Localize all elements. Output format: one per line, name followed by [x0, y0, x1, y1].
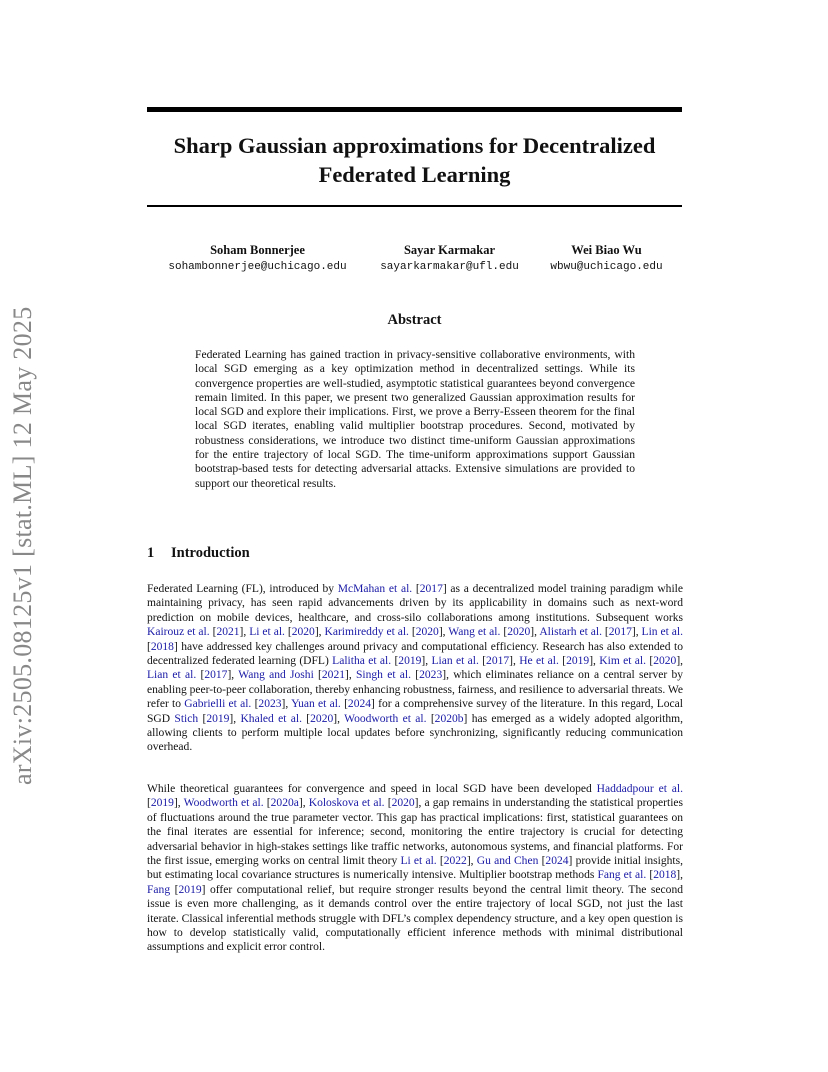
paragraph-text: ],	[676, 869, 684, 882]
paragraph-text: [	[340, 698, 348, 711]
section-title: Introduction	[171, 545, 250, 561]
author-block	[372, 242, 527, 276]
paragraph-text: [	[408, 626, 416, 639]
paragraph-text: ],	[530, 626, 540, 639]
citation-link[interactable]: Stich	[174, 712, 199, 725]
citation-link[interactable]: 2020	[415, 626, 439, 639]
citation-link[interactable]: 2018	[150, 640, 174, 653]
citation-link[interactable]: Wang and Joshi	[238, 669, 314, 682]
title-top-rule	[147, 107, 682, 112]
paragraph-text: ],	[298, 797, 309, 810]
citation-link[interactable]: 2017	[608, 626, 632, 639]
citation-link[interactable]: 2017	[486, 655, 510, 668]
paragraph-text: ],	[438, 626, 449, 639]
title-bottom-rule	[147, 205, 682, 207]
arxiv-identifier-sidebar: arXiv:2505.08125v1 [stat.ML] 12 May 2025	[8, 306, 37, 785]
citation-link[interactable]: Gu and Chen	[476, 855, 539, 868]
citation-link[interactable]: Li et al.	[249, 626, 285, 639]
paragraph-text: [	[646, 655, 654, 668]
paragraph-text: [	[302, 712, 311, 725]
citation-link[interactable]: 2020	[507, 626, 531, 639]
paragraph-text: ] offer computational relief, but require stronger results beyond the central limit theory. The second issue is even more challenging, as it demands control over the entire trajectory of local SGD, not just the last iterate. Classical inferential methods struggle with DFL’s complex dependency structure, and a key open question is how to develop statistically valid, computationally efficient inference methods with minimal distributional assumptions and explicit error control.	[147, 883, 683, 954]
paragraph-text: [	[170, 883, 179, 896]
citation-link[interactable]: 2017	[419, 583, 443, 595]
citation-link[interactable]: Fang	[147, 883, 171, 896]
citation-link[interactable]: 2019	[150, 797, 174, 810]
paragraph-text: ] has emerged as a widely adopted algorithm, allowing clients to perform multiple local updates before synchronizing, significantly reducing communication overhead.	[147, 712, 684, 754]
section-heading	[147, 545, 250, 562]
citation-link[interactable]: Koloskova et al.	[308, 797, 385, 810]
abstract-heading: Abstract	[387, 312, 442, 328]
paragraph-text: [	[411, 669, 420, 682]
citation-link[interactable]: Singh et al.	[356, 669, 412, 682]
citation-link[interactable]: 2019	[178, 883, 202, 896]
paragraph-text: [	[558, 655, 567, 668]
paragraph-text: ], which eliminates reliance on a central server by enabling peer-to-peer collaboration, thereby enhancing robustness, fairness, and resilience to adversarial threats. We refer to	[147, 669, 684, 711]
citation-link[interactable]: 2024	[347, 698, 372, 711]
paragraph-text: ] have addressed key challenges around privacy and computational efficiency. Research has also extended to decentralized federated learning (DFL)	[147, 640, 683, 668]
paragraph-text: ],	[509, 655, 520, 668]
paragraph-text: [	[601, 626, 609, 639]
paragraph-text: ] provide initial insights, but estimating local covariance structures is numerically intensive. Multiplier bootstrap methods	[147, 855, 684, 882]
paragraph-text: ],	[281, 698, 292, 711]
paragraph-text: ],	[676, 655, 684, 668]
citation-link[interactable]: 2019	[398, 655, 422, 668]
citation-link[interactable]: He et al.	[519, 655, 559, 668]
citation-link[interactable]: 2023	[258, 698, 282, 711]
paragraph-text: [	[147, 640, 151, 653]
citation-link[interactable]: 2019	[206, 712, 230, 725]
citation-link[interactable]: Woodworth et al.	[183, 797, 264, 810]
citation-link[interactable]: Karimireddy et al.	[324, 626, 409, 639]
paragraph-text: [	[384, 797, 392, 810]
author-email: wbwu@uchicago.edu	[550, 261, 663, 273]
citation-link[interactable]: 2019	[566, 655, 590, 668]
paragraph-text: [	[209, 626, 217, 639]
paragraph-text: ],	[589, 655, 600, 668]
paragraph-text: [	[500, 626, 508, 639]
citation-link[interactable]: Gabrielli et al.	[184, 698, 252, 711]
citation-link[interactable]: Alistarh et al.	[539, 626, 602, 639]
citation-link[interactable]: 2023	[419, 669, 443, 682]
citation-link[interactable]: Lalitha et al.	[332, 655, 392, 668]
title-line-1: Sharp Gaussian approximations for Decentralized	[173, 133, 656, 158]
citation-link[interactable]: Khaled et al.	[240, 712, 302, 725]
citation-link[interactable]: Yuan et al.	[291, 698, 341, 711]
paragraph-text: [	[646, 869, 654, 882]
citation-link[interactable]: Haddadpour et al.	[596, 783, 683, 795]
paragraph-text: ], a gap remains in understanding the statistical properties of fluctuations around the true parameter vector. This gap has practical implications: first, statistical guarantees on the final iterates are essential for inference; second, monitoring the entire trajectory is crucial for detecting adversarial behavior in high-stakes settings like traffic networks, autonomous systems, and financial platforms. For the first issue, emerging works on central limit theory	[147, 797, 684, 868]
paragraph-text: [	[478, 655, 487, 668]
citation-link[interactable]: Wang et al.	[448, 626, 501, 639]
citation-link[interactable]: 2020a	[270, 797, 299, 810]
paragraph-text: Federated Learning (FL), introduced by	[147, 583, 338, 595]
citation-link[interactable]: 2020	[653, 655, 677, 668]
citation-link[interactable]: Lin et al.	[641, 626, 684, 639]
citation-link[interactable]: McMahan et al.	[337, 583, 413, 595]
paragraph-text: [	[313, 669, 322, 682]
paragraph-text: [	[251, 698, 259, 711]
paragraph-text: ],	[227, 669, 239, 682]
paragraph-text: [	[198, 712, 207, 725]
paragraph-text: [	[263, 797, 271, 810]
author-email: sayarkarmakar@ufl.edu	[380, 261, 519, 273]
citation-link[interactable]: 2022	[443, 855, 467, 868]
paragraph-text: [	[426, 712, 435, 725]
citation-link[interactable]: Lian et al.	[431, 655, 479, 668]
paragraph-text: ],	[631, 626, 642, 639]
author-name: Soham Bonnerjee	[210, 243, 305, 257]
intro-paragraph-2	[147, 782, 683, 955]
citation-link[interactable]: Kairouz et al.	[147, 626, 210, 639]
paragraph-text: ],	[345, 669, 356, 682]
paragraph-text: [	[436, 855, 444, 868]
citation-link[interactable]: Woodworth et al.	[344, 712, 427, 725]
citation-link[interactable]: 2021	[216, 626, 240, 639]
citation-link[interactable]: 2021	[321, 669, 345, 682]
paragraph-text: ],	[333, 712, 345, 725]
citation-link[interactable]: 2017	[204, 669, 228, 682]
author-name: Sayar Karmakar	[403, 243, 496, 257]
citation-link[interactable]: Fang et al.	[597, 869, 647, 882]
citation-link[interactable]: 2020	[391, 797, 415, 810]
author-block	[544, 242, 669, 276]
paragraph-text: [	[412, 583, 420, 595]
citation-link[interactable]: 2020	[310, 712, 334, 725]
citation-link[interactable]: Li et al.	[400, 855, 437, 868]
paragraph-text: [	[284, 626, 292, 639]
citation-link[interactable]: Kim et al.	[599, 655, 647, 668]
citation-link[interactable]: 2024	[545, 855, 569, 868]
citation-link[interactable]: 2018	[653, 869, 677, 882]
paragraph-text: [	[196, 669, 205, 682]
paragraph-text: ],	[173, 797, 184, 810]
paragraph-text: ],	[239, 626, 250, 639]
paragraph-text: [	[147, 797, 151, 810]
paragraph-text: ] for a comprehensive survey of the literature. In this regard, Local SGD	[147, 698, 683, 725]
paragraph-text: ],	[421, 655, 432, 668]
author-name: Wei Biao Wu	[571, 243, 642, 257]
paragraph-text: [	[538, 855, 546, 868]
author-block	[160, 242, 355, 276]
author-email: sohambonnerjee@uchicago.edu	[168, 261, 347, 273]
paragraph-text: ],	[229, 712, 241, 725]
paragraph-text: ],	[466, 855, 477, 868]
citation-link[interactable]: Lian et al.	[147, 669, 197, 682]
intro-paragraph-1	[147, 582, 683, 755]
paragraph-text: [	[391, 655, 399, 668]
citation-link[interactable]: 2020	[291, 626, 315, 639]
paragraph-text: ] as a decentralized model training paradigm while maintaining privacy, has seen rapid advancements driven by its applicability in domains such as next-word prediction on mobile devices, healthcare, and cross-silo collaborations among institutions. Subsequent works	[147, 583, 683, 624]
section-number: 1	[147, 545, 155, 561]
title-line-2: Federated Learning	[318, 162, 511, 187]
citation-link[interactable]: 2020b	[434, 712, 464, 725]
paragraph-text: ],	[314, 626, 325, 639]
paragraph-text: While theoretical guarantees for convergence and speed in local SGD have been developed	[147, 783, 597, 795]
abstract-text: Federated Learning has gained traction in privacy-sensitive collaborative environments, with local SGD emerging as a key optimization method in decentralized settings. While its convergence properties are well-studied, asymptotic statistical guarantees beyond convergence remain limited. In this paper, we present two generalized Gaussian approximation results for local SGD and explore their implications. First, we prove a Berry-Esseen theorem for the final local SGD iterates, enabling valid multiplier bootstrap procedures. Second, motivated by robustness considerations, we introduce two distinct time-uniform Gaussian approximations for the entire trajectory of local SGD. The time-uniform approximations support Gaussian bootstrap-based tests for detecting adversarial attacks. Extensive simulations are provided to support our theoretical results.	[195, 348, 635, 490]
paper-title	[147, 131, 682, 189]
